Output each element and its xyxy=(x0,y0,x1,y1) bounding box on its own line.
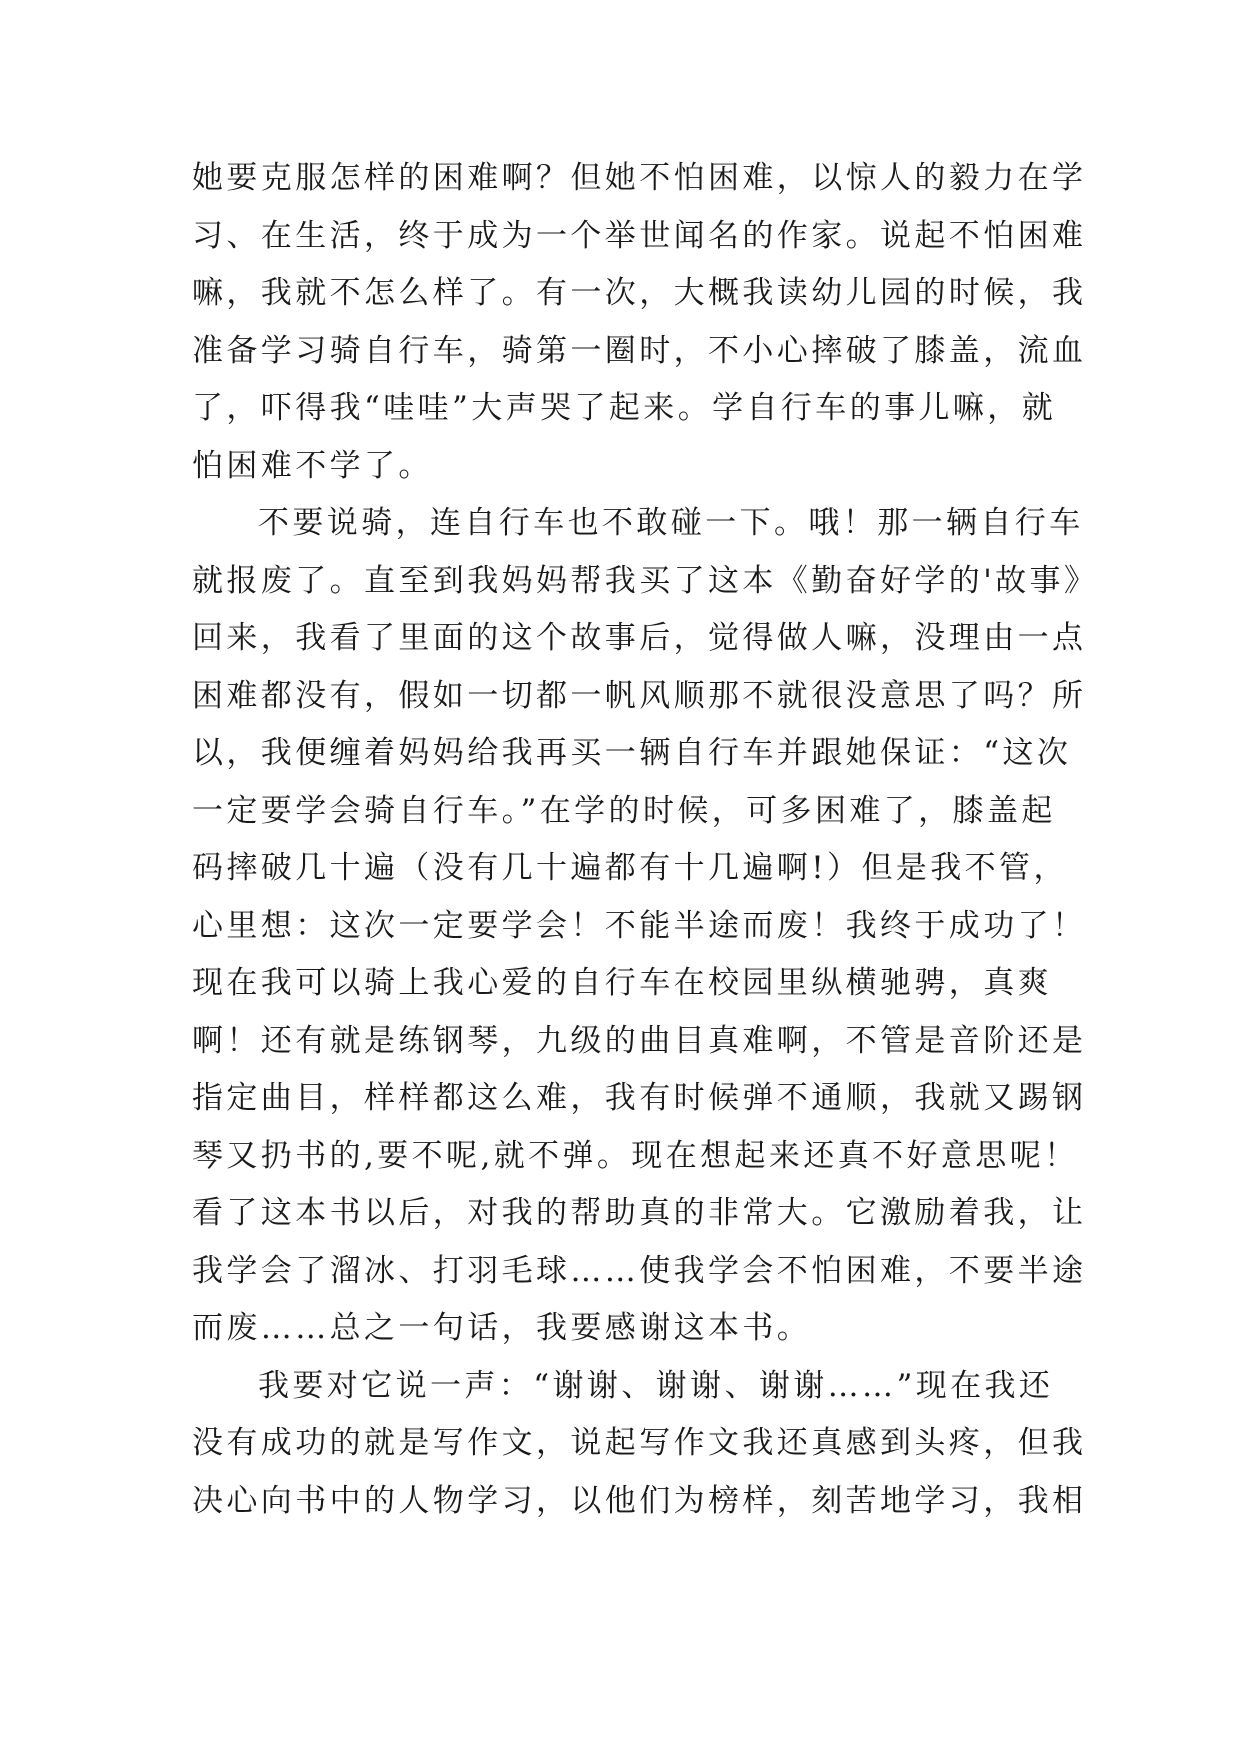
text-line: 困难都没有，假如一切都一帆风顺那不就很没意思了吗？所 xyxy=(192,677,1087,714)
text-line: 习、在生活，终于成为一个举世闻名的作家。说起不怕困难 xyxy=(192,217,1087,254)
paragraph-first-line: 我要对它说一声：“谢谢、谢谢、谢谢……”现在我还 xyxy=(258,1367,1054,1404)
text-line: 琴又扔书的,要不呢,就不弹。现在想起来还真不好意思呢！ xyxy=(192,1137,1079,1174)
body-text xyxy=(192,150,1099,1530)
text-line: 啊！还有就是练钢琴，九级的曲目真难啊，不管是音阶还是 xyxy=(192,1022,1087,1059)
text-line: 嘛，我就不怎么样了。有一次，大概我读幼儿园的时候，我 xyxy=(192,275,1087,311)
text-line: 现在我可以骑上我心爱的自行车在校园里纵横驰骋，真爽 xyxy=(192,965,1052,1001)
text-line: 而废……总之一句话，我要感谢这本书。 xyxy=(192,1310,812,1346)
text-line: 怕困难不学了。 xyxy=(192,447,433,484)
text-line: 心里想：这次一定要学会！不能半途而废！我终于成功了！ xyxy=(192,907,1087,944)
text-line: 没有成功的就是写作文，说起写作文我还真感到头疼，但我 xyxy=(192,1425,1087,1461)
text-line: 准备学习骑自行车，骑第一圈时，不小心摔破了膝盖，流血 xyxy=(192,332,1087,369)
text-line: 指定曲目，样样都这么难，我有时候弹不通顺，我就又踢钢 xyxy=(192,1080,1087,1116)
text-line: 以，我便缠着妈妈给我再买一辆自行车并跟她保证：“这次 xyxy=(192,735,1072,771)
text-line: 决心向书中的人物学习，以他们为榜样，刻苦地学习，我相 xyxy=(192,1482,1087,1519)
text-line: 一定要学会骑自行车。”在学的时候，可多困难了，膝盖起 xyxy=(192,792,1056,829)
text-line: 就报废了。直至到我妈妈帮我买了这本《勤奋好学的'故事》 xyxy=(192,562,1099,599)
text-line: 码摔破几十遍（没有几十遍都有十几遍啊!）但是我不管， xyxy=(192,850,1068,886)
text-line: 我学会了溜冰、打羽毛球……使我学会不怕困难，不要半途 xyxy=(192,1252,1087,1289)
paragraph-first-line: 不要说骑，连自行车也不敢碰一下。哦！那一辆自行车 xyxy=(258,505,1084,541)
text-line: 看了这本书以后，对我的帮助真的非常大。它激励着我，让 xyxy=(192,1195,1087,1231)
text-line: 她要克服怎样的困难啊？但她不怕困难，以惊人的毅力在学 xyxy=(192,160,1087,196)
text-line: 回来，我看了里面的这个故事后，觉得做人嘛，没理由一点 xyxy=(192,620,1087,656)
text-line: 了，吓得我“哇哇”大声哭了起来。学自行车的事儿嘛，就 xyxy=(192,390,1057,426)
